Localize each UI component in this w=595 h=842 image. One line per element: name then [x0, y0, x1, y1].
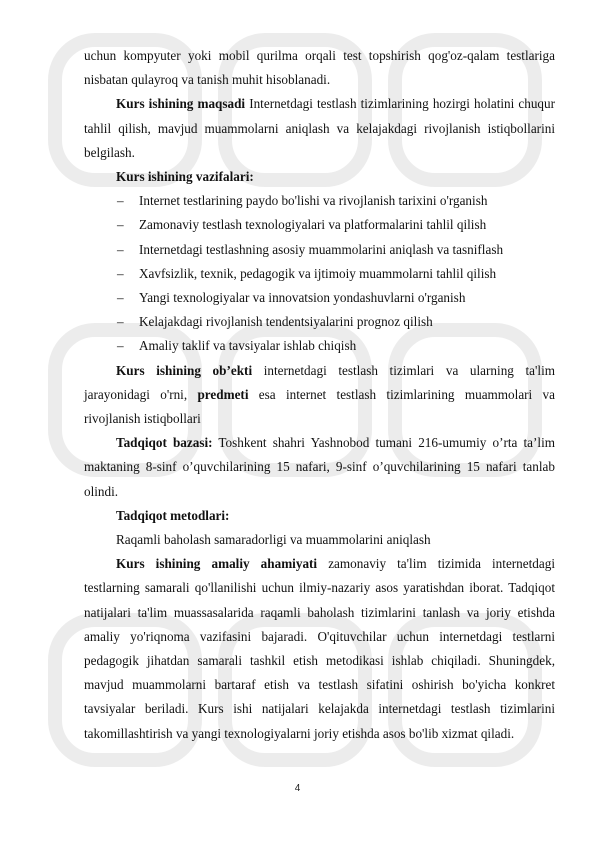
document-page [84, 44, 555, 746]
aim-paragraph [84, 92, 555, 165]
methods-text: Raqamli baholash samaradorligi va muammolarini aniqlash [116, 532, 431, 548]
list-item: – Kelajakdagi rivojlanish tendentsiyalarini prognoz qilish [117, 310, 555, 334]
subject-label: predmeti [197, 386, 249, 402]
aim-text: Internetdagi testlash tizimlarining hozirgi holatini chuqur tahlil qilish, mavjud muammolarni aniqlash va kelajakdagi rivojlanish istiqbollarini belgilash. [84, 96, 556, 160]
base-paragraph: Tadqiqot bazasi: Toshkent shahri Yashnobod tumani 216-umumiy o’rta ta’lim maktaning 8-sinf o’quvchilarining 15 nafari, 9-sinf o’quvchilarining 15 nafari tanlab olindi. [84, 435, 555, 499]
dash-bullet: – [117, 241, 124, 257]
object-label: Kurs ishining ob’ekti [116, 362, 253, 378]
list-item: – Internetdagi testlashning asosiy muammolarini aniqlash va tasniflash [117, 238, 555, 262]
dash-bullet: – [117, 265, 124, 281]
dash-bullet: – [117, 314, 124, 330]
list-item: – Internet testlarining paydo bo'lishi va rivojlanish tarixini o'rganish [117, 189, 555, 213]
dash-bullet: – [117, 290, 124, 306]
list-item: – Zamonaviy testlash texnologiyalari va platformalarini tahlil qilish [117, 213, 555, 237]
dash-bullet: – [117, 338, 124, 354]
methods-heading: Tadqiqot metodlari: [116, 507, 230, 523]
page-number: 4 [294, 783, 301, 794]
list-item: – Xavfsizlik, texnik, pedagogik va ijtimoiy muammolarni tahlil qilish [117, 262, 555, 286]
list-item: – Yangi texnologiyalar va innovatsion yondashuvlarni o'rganish [117, 286, 555, 310]
list-item: – Amaliy taklif va tavsiyalar ishlab chiqish [117, 334, 555, 358]
dash-bullet: – [117, 193, 124, 209]
dash-bullet: – [117, 217, 124, 233]
practical-paragraph: Kurs ishining amaliy ahamiyati zamonaviy ta'lim tizimida internetdagi testlarning samarali qo'llanilishi uchun ilmiy-nazariy asos yaratishdan iborat. Tadqiqot natijalari ta'lim muassasalarida raqamli baholash tizimlarini tanlash va joriy etishda amaliy yo'riqnoma vazifasini bajaradi. O'qituvchilar uchun internetdagi testlarni pedagogik jihatdan samarali tashkil etish metodikasi ishlab chiqiladi. Shuningdek, mavjud muammolarni bartaraf etish va testlash sifatini oshirish bo'yicha konkret tavsiyalar beriladi. Kurs ishi natijalari kelajakda internetdagi testlash tizimlarini takomillashtirish va yangi texnologiyalarni joriy etishda asos bo'lib xizmat qiladi. [84, 556, 555, 741]
object-paragraph: Kurs ishining ob’ekti internetdagi testlash tizimlari va ularning ta'lim jarayonidagi o'rni, predmeti esa internet testlash tizimlarining muammolari va rivojlanish istiqbollari [84, 362, 555, 427]
tasks-list [84, 189, 555, 358]
base-label: Tadqiqot bazasi: [116, 435, 213, 451]
intro-paragraph: uchun kompyuter yoki mobil qurilma orqali test topshirish qog'oz-qalam testlariga nisbatan qulayroq va tanish muhit hisoblanadi. [84, 48, 555, 88]
practical-label: Kurs ishining amaliy ahamiyati [116, 556, 318, 572]
tasks-heading: Kurs ishining vazifalari: [116, 169, 254, 185]
aim-label: Kurs ishining maqsadi [116, 96, 246, 112]
